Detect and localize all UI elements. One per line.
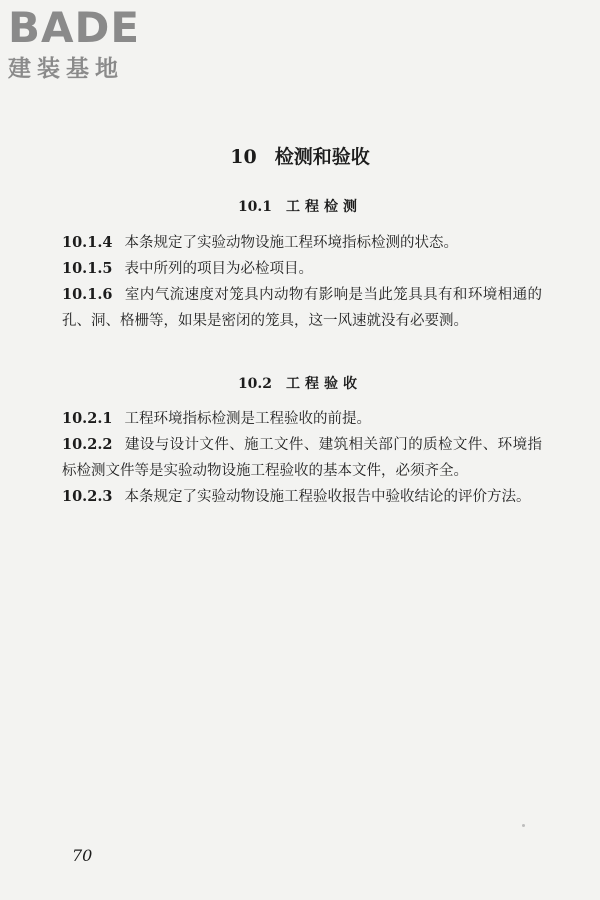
clause-10-2-1 — [62, 406, 542, 432]
clause-text: 室内气流速度对笼具内动物有影响是当此笼具具有和环境相通的孔、洞、格栅等，如果是密闭的笼具，这一风速就没有必要测。 — [62, 287, 542, 329]
section-title: 工程验收 — [286, 376, 363, 392]
clause-number: 10.2.3 — [62, 488, 113, 505]
section-10-2-clauses — [62, 406, 542, 510]
clause-10-2-2 — [62, 432, 542, 484]
section-number: 10.1 — [237, 199, 273, 215]
logo-wordmark: BADE — [8, 3, 141, 52]
clause-10-2-3 — [62, 484, 542, 510]
logo-subtitle: 建装基地 — [8, 56, 124, 82]
clause-text: 工程环境指标检测是工程验收的前提。 — [124, 411, 371, 427]
section-10-1-clauses — [62, 230, 542, 334]
clause-number: 10.2.2 — [62, 436, 113, 453]
clause-text: 本条规定了实验动物设施工程环境指标检测的状态。 — [124, 235, 458, 251]
page-number: 70 — [72, 846, 93, 865]
bade-logo — [8, 4, 178, 84]
section-number: 10.2 — [237, 376, 273, 392]
clause-number: 10.2.1 — [62, 410, 113, 427]
section-heading-10-1 — [0, 196, 600, 218]
chapter-title-text: 检测和验收 — [274, 146, 370, 168]
clause-number: 10.1.5 — [62, 260, 113, 277]
clause-number: 10.1.6 — [62, 286, 113, 303]
clause-10-1-5 — [62, 256, 542, 282]
clause-10-1-4 — [62, 230, 542, 256]
clause-text: 表中所列的项目为必检项目。 — [124, 261, 313, 277]
clause-number: 10.1.4 — [62, 234, 113, 251]
chapter-title — [0, 143, 600, 171]
clause-text: 本条规定了实验动物设施工程验收报告中验收结论的评价方法。 — [124, 489, 531, 505]
clause-text: 建设与设计文件、施工文件、建筑相关部门的质检文件、环境指标检测文件等是实验动物设施工程验收的基本文件，必须齐全。 — [62, 437, 542, 479]
section-heading-10-2 — [0, 373, 600, 395]
section-title: 工程检测 — [286, 199, 363, 215]
scan-speck — [522, 824, 525, 827]
chapter-number: 10 — [230, 146, 257, 168]
clause-10-1-6 — [62, 282, 542, 334]
